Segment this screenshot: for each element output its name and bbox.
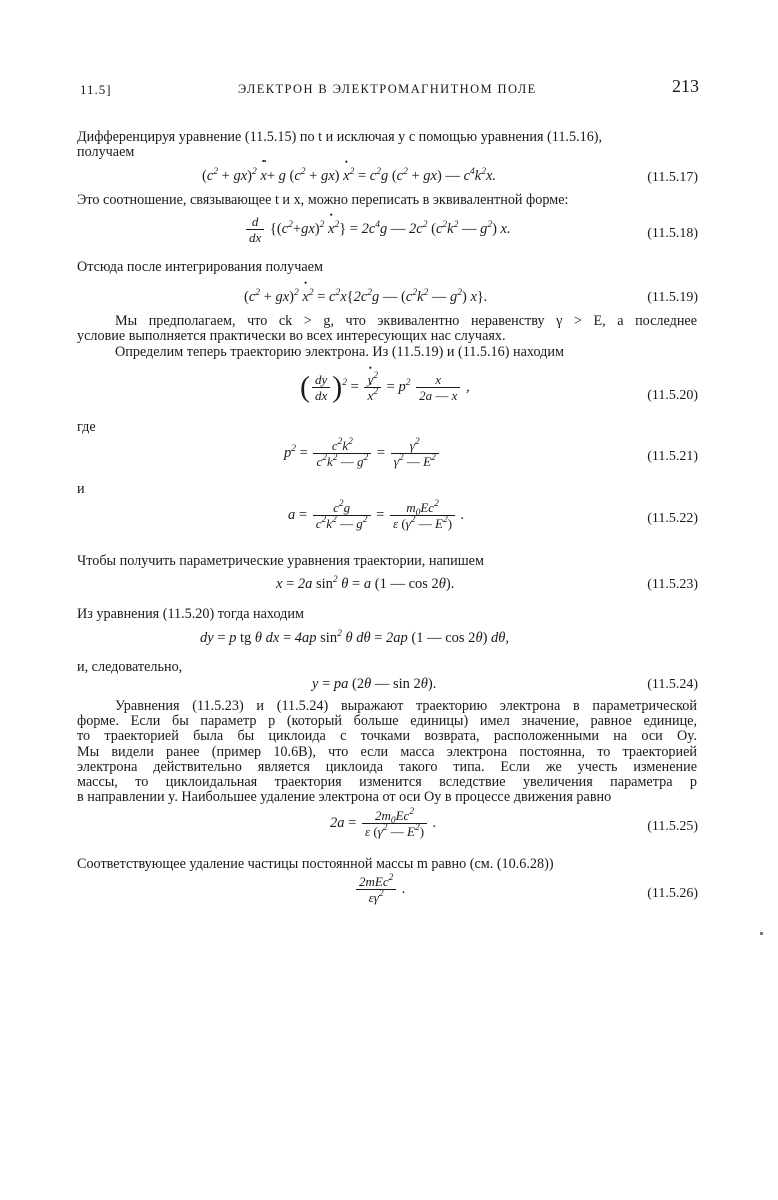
equation-number: (11.5.20): [647, 388, 698, 403]
paragraph-equivalent-form: Это соотношение, связывающее t и x, можно переписать в эквивалентной форме:: [77, 192, 569, 208]
equation-number: (11.5.22): [647, 511, 698, 526]
paragraph-line: Мы видели ранее (пример 10.6В), что если масса электрона постоянна, то траекторией: [77, 743, 697, 760]
equation-number: (11.5.18): [647, 226, 698, 241]
paragraph-line: Дифференцируя уравнение (11.5.15) по t и исключая y с помощью уравнения (11.5.16),: [77, 129, 603, 145]
equation-11-5-19: $(c^2 + gx)^2$ • $x^2 = c^2x\{2c^2g$ — ($c^2k^2$ — $g^2$) x}.: [244, 289, 488, 306]
equation-11-5-26: $\frac{2mEc^2}{\varepsilon\gamma^2}$ .: [354, 874, 406, 905]
equation-number: (11.5.19): [647, 290, 698, 305]
paragraph-after-integration: Отсюда после интегрирования получаем: [77, 259, 323, 275]
paragraph-line: форме. Если бы параметр p (который больше единицы) имел значение, равное единице,: [77, 713, 697, 730]
paragraph-assumption: [77, 314, 697, 344]
equation-11-5-21: $p^2$ = $\frac{c^2k^2}{c^2k^2 — g^2}$ = $\frac{\gamma^2}{\gamma^2 — E^2}$: [284, 438, 441, 469]
equation-number: (11.5.25): [647, 819, 698, 834]
paragraph-line: получаем: [77, 144, 135, 161]
equation-dy: dy = p tg θ dx = 4ap $\sin^2 \theta$ dθ = 2ap (1 — cos 2θ) dθ,: [200, 629, 510, 646]
paragraph-line: электрона действительно является циклоида такого типа. Если же учесть изменение: [77, 758, 697, 775]
word-where: где: [77, 419, 96, 435]
paragraph-cycloid: [77, 699, 697, 805]
word-and: и: [77, 481, 85, 497]
margin-speck: [760, 932, 763, 935]
paragraph-line: то траекторией была бы циклоида с точками возврата, расположенными на оси Oy.: [77, 728, 697, 745]
paragraph-line: массы, то циклоидальная траектория изменится вследствие увеличения параметра p: [77, 774, 697, 791]
paragraph-trajectory: Определим теперь траекторию электрона. Из (11.5.19) и (11.5.16) находим: [115, 344, 564, 360]
equation-11-5-18: $\frac{d}{dx}$ {$(c^2+gx)^2$ • $x^2\} = 2c^4g$ — $2c^2$ ($c^2k^2$ — $g^2$) x.: [244, 214, 511, 245]
paragraph-constant-mass: Соответствующее удаление частицы постоянной массы m равно (см. (10.6.28)): [77, 856, 554, 872]
paragraph-line: Уравнения (11.5.23) и (11.5.24) выражают траекторию электрона в параметрической: [115, 698, 697, 714]
equation-number: (11.5.21): [647, 449, 698, 464]
paragraph-line: Мы предполагаем, что ck > g, что эквивалентно неравенству γ > E, а последнее: [115, 313, 697, 329]
equation-number: (11.5.26): [647, 886, 698, 901]
paragraph-line: в направлении y. Наибольшее удаление электрона от оси Oy в процессе движения равно: [77, 789, 612, 806]
section-number: 11.5]: [80, 82, 112, 97]
paragraph-line: условие выполняется практически во всех интересующих нас случаях.: [77, 328, 506, 345]
equation-11-5-23: x = 2a $\sin^2 \theta = a$ (1 — cos 2θ).: [276, 575, 455, 592]
equation-number: (11.5.17): [647, 170, 698, 185]
running-title: ЭЛЕКТРОН В ЭЛЕКТРОМАГНИТНОМ ПОЛЕ: [238, 82, 537, 96]
paragraph-intro: [77, 130, 697, 160]
paragraph-parametric: Чтобы получить параметрические уравнения траектории, напишем: [77, 553, 484, 569]
paragraph-from-equation: Из уравнения (11.5.20) тогда находим: [77, 606, 304, 622]
equation-11-5-25: 2a = $\frac{2m_0Ec^2}{\varepsilon (\gamma^2 — E^2)}$ .: [330, 807, 437, 839]
equation-11-5-17: $(c^2 + gx)^2$ •• x+ g $(c^2 + gx)$ • $x^2 = c^2g$ $(c^2 + gx)$ — $c^4k^2x$.: [202, 168, 496, 185]
page-number: 213: [672, 76, 699, 96]
equation-number: (11.5.23): [647, 577, 698, 592]
equation-11-5-24: y = pa (2θ — sin 2θ).: [312, 676, 437, 692]
equation-11-5-22: a = $\frac{c^2g}{c^2k^2 — g^2}$ = $\frac{m_0Ec^2}{\varepsilon (\gamma^2 — E^2)}$ .: [288, 499, 465, 531]
equation-number: (11.5.24): [647, 677, 698, 692]
equation-11-5-20: ( $\frac{dy}{dx}$ )$^2$ = • $y^2$ • $x^2$ = $p^2$ $\frac{x}{2a — x}$ ,: [300, 372, 470, 403]
paragraph-consequently: и, следовательно,: [77, 659, 183, 675]
